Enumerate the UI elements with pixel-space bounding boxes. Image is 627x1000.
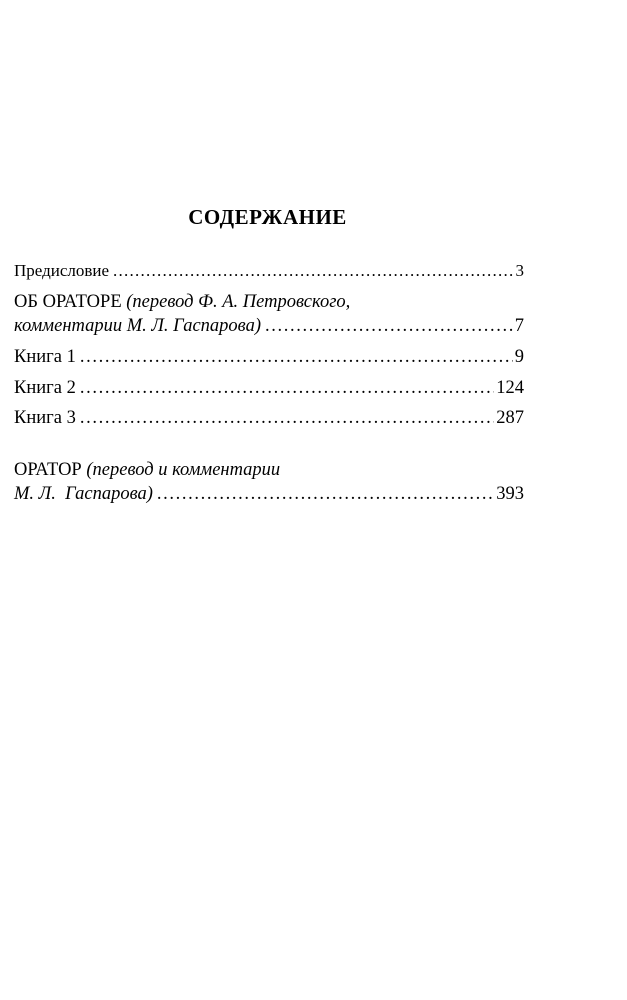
toc-line <box>14 314 524 338</box>
toc-entry-credits: (перевод и комментарии <box>86 460 281 480</box>
dot-leader <box>80 345 513 369</box>
toc-entry-de-oratore[interactable] <box>14 290 524 338</box>
dot-leader <box>265 314 513 338</box>
toc-entry-title: Книга 1 <box>14 347 76 367</box>
toc-line <box>14 259 524 283</box>
toc-entry-main-title: ОРАТОР <box>14 460 87 480</box>
dot-leader <box>80 406 494 430</box>
toc-entry-title: Книга 3 <box>14 408 76 428</box>
toc-entry-main-title: ОБ ОРАТОРЕ <box>14 292 127 312</box>
toc-line <box>14 290 524 314</box>
toc-page-number: 393 <box>496 484 524 504</box>
toc-entry-title <box>14 458 280 482</box>
toc-page-number: 287 <box>496 408 524 428</box>
toc-line <box>14 458 524 482</box>
toc-entry-credits-continued: комментарии М. Л. Гаспарова) <box>14 316 261 336</box>
toc-page-number: 3 <box>515 261 524 280</box>
toc-entry-title: Книга 2 <box>14 378 76 398</box>
toc-line <box>14 406 524 430</box>
toc-page-number: 7 <box>514 316 524 336</box>
toc-line <box>14 345 524 369</box>
toc-entry-title: Предисловие <box>14 261 110 280</box>
dot-leader <box>80 376 494 400</box>
contents-heading: СОДЕРЖАНИЕ <box>188 205 347 229</box>
toc-entry-book-1[interactable] <box>14 345 524 369</box>
dot-leader <box>157 482 494 506</box>
dot-leader <box>113 259 513 283</box>
toc-entry-book-3[interactable] <box>14 406 524 430</box>
toc-entry-title <box>14 290 350 314</box>
toc-entry-preface[interactable] <box>14 259 524 283</box>
toc-entry-book-2[interactable] <box>14 376 524 400</box>
toc-entry-credits: (перевод Ф. А. Петровского, <box>126 292 351 312</box>
toc-line <box>14 376 524 400</box>
toc-entry-credits-continued: М. Л. Гаспарова) <box>14 484 153 504</box>
toc-line <box>14 482 524 506</box>
toc-page-number: 124 <box>496 378 524 398</box>
toc-page-number: 9 <box>514 347 524 367</box>
toc-entry-orator[interactable] <box>14 458 524 506</box>
